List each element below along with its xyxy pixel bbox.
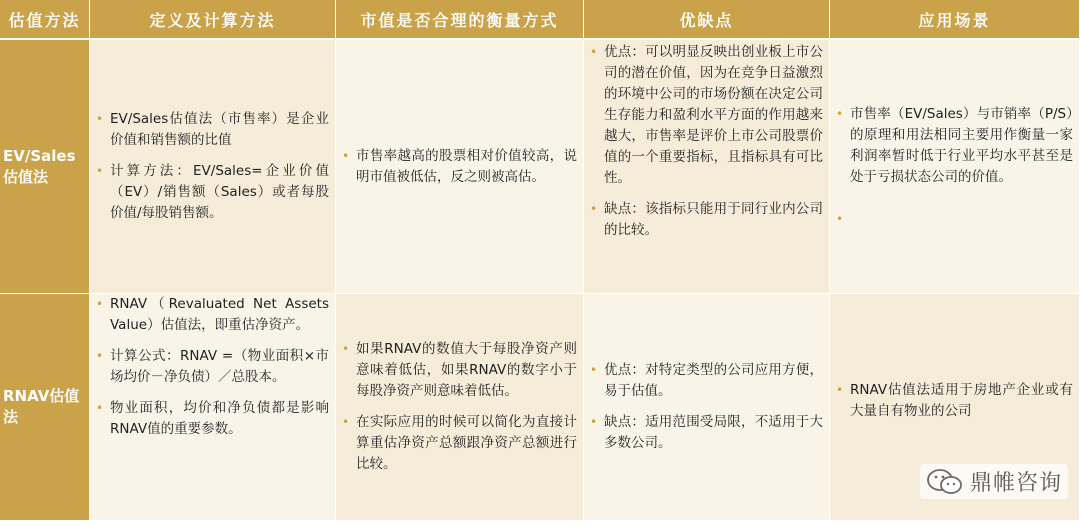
rnav-pros-cons-cell (584, 294, 830, 521)
rnav-measure-2: • 在实际应用的时候可以简化为直接计算重估净资产总额跟净资产总额进行比较。 (356, 412, 577, 475)
rnav-scenario-1: • RNAV估值法适用于房地产企业或有大量自有物业的公司 (850, 380, 1073, 422)
ev-sales-cons: • 缺点：该指标只能用于同行业内公司的比较。 (604, 199, 823, 241)
rnav-cons: • 缺点：适用范围受局限，不适用于大多数公司。 (604, 412, 823, 454)
ev-sales-scenario-1: • 市售率（EV/Sales）与市销率（P/S）的原理和用法相同主要用作衡量一家利润率暂时低于行业平均水平甚至是处于亏损状态公司的价值。 (850, 104, 1073, 188)
watermark (920, 464, 1068, 499)
ev-sales-scenario-cell (830, 40, 1080, 294)
rnav-definition-3: • 物业面积，均价和净负债都是影响RNAV值的重要参数。 (110, 398, 329, 440)
empty-bullet (850, 209, 1073, 230)
ev-sales-measure-cell (336, 40, 584, 294)
rnav-pros: • 优点：对特定类型的公司应用方便，易于估值。 (604, 360, 823, 402)
rnav-definition-2: • 计算公式：RNAV =（物业面积×市场均价－净负债）／总股本。 (110, 346, 329, 388)
header-method: 估值方法 (0, 0, 90, 40)
rnav-definition-cell (90, 294, 336, 521)
rnav-definition-1: • RNAV（Revaluated Net Assets Value）估值法，即重估净资产。 (110, 294, 329, 336)
rnav-measure-cell (336, 294, 584, 521)
rnav-measure-1: • 如果RNAV的数值大于每股净资产则意味着低估，如果RNAV的数字小于每股净资产则意味着低估。 (356, 339, 577, 402)
row-label-rnav: RNAV估值法 (0, 294, 90, 521)
header-pros-cons: 优缺点 (584, 0, 830, 40)
ev-sales-definition-1: • EV/Sales估值法（市售率）是企业价值和销售额的比值 (110, 109, 329, 151)
ev-sales-pros-cons-cell (584, 40, 830, 294)
ev-sales-definition-cell (90, 40, 336, 294)
ev-sales-measure-1: • 市售率越高的股票相对价值较高，说明市值被低估，反之则被高估。 (356, 146, 577, 188)
header-measure: 市值是否合理的衡量方式 (336, 0, 584, 40)
header-scenario: 应用场景 (830, 0, 1080, 40)
watermark-text: 鼎帷咨询 (969, 471, 1062, 496)
ev-sales-definition-2: • 计算方法：EV/Sales=企业价值（EV）/销售额（Sales）或者每股价值/每股销售额。 (110, 161, 329, 224)
header-definition: 定义及计算方法 (90, 0, 336, 40)
ev-sales-pros: • 优点：可以明显反映出创业板上市公司的潜在价值，因为在竞争日益激烈的环境中公司的市场份额在决定公司生存能力和盈利水平方面的作用越来越大，市售率是评价上市公司股票价值的一个重要指标，且指标具有可比性。 (604, 42, 823, 189)
wechat-icon (926, 468, 964, 496)
row-label-ev-sales: EV/Sales估值法 (0, 40, 90, 294)
